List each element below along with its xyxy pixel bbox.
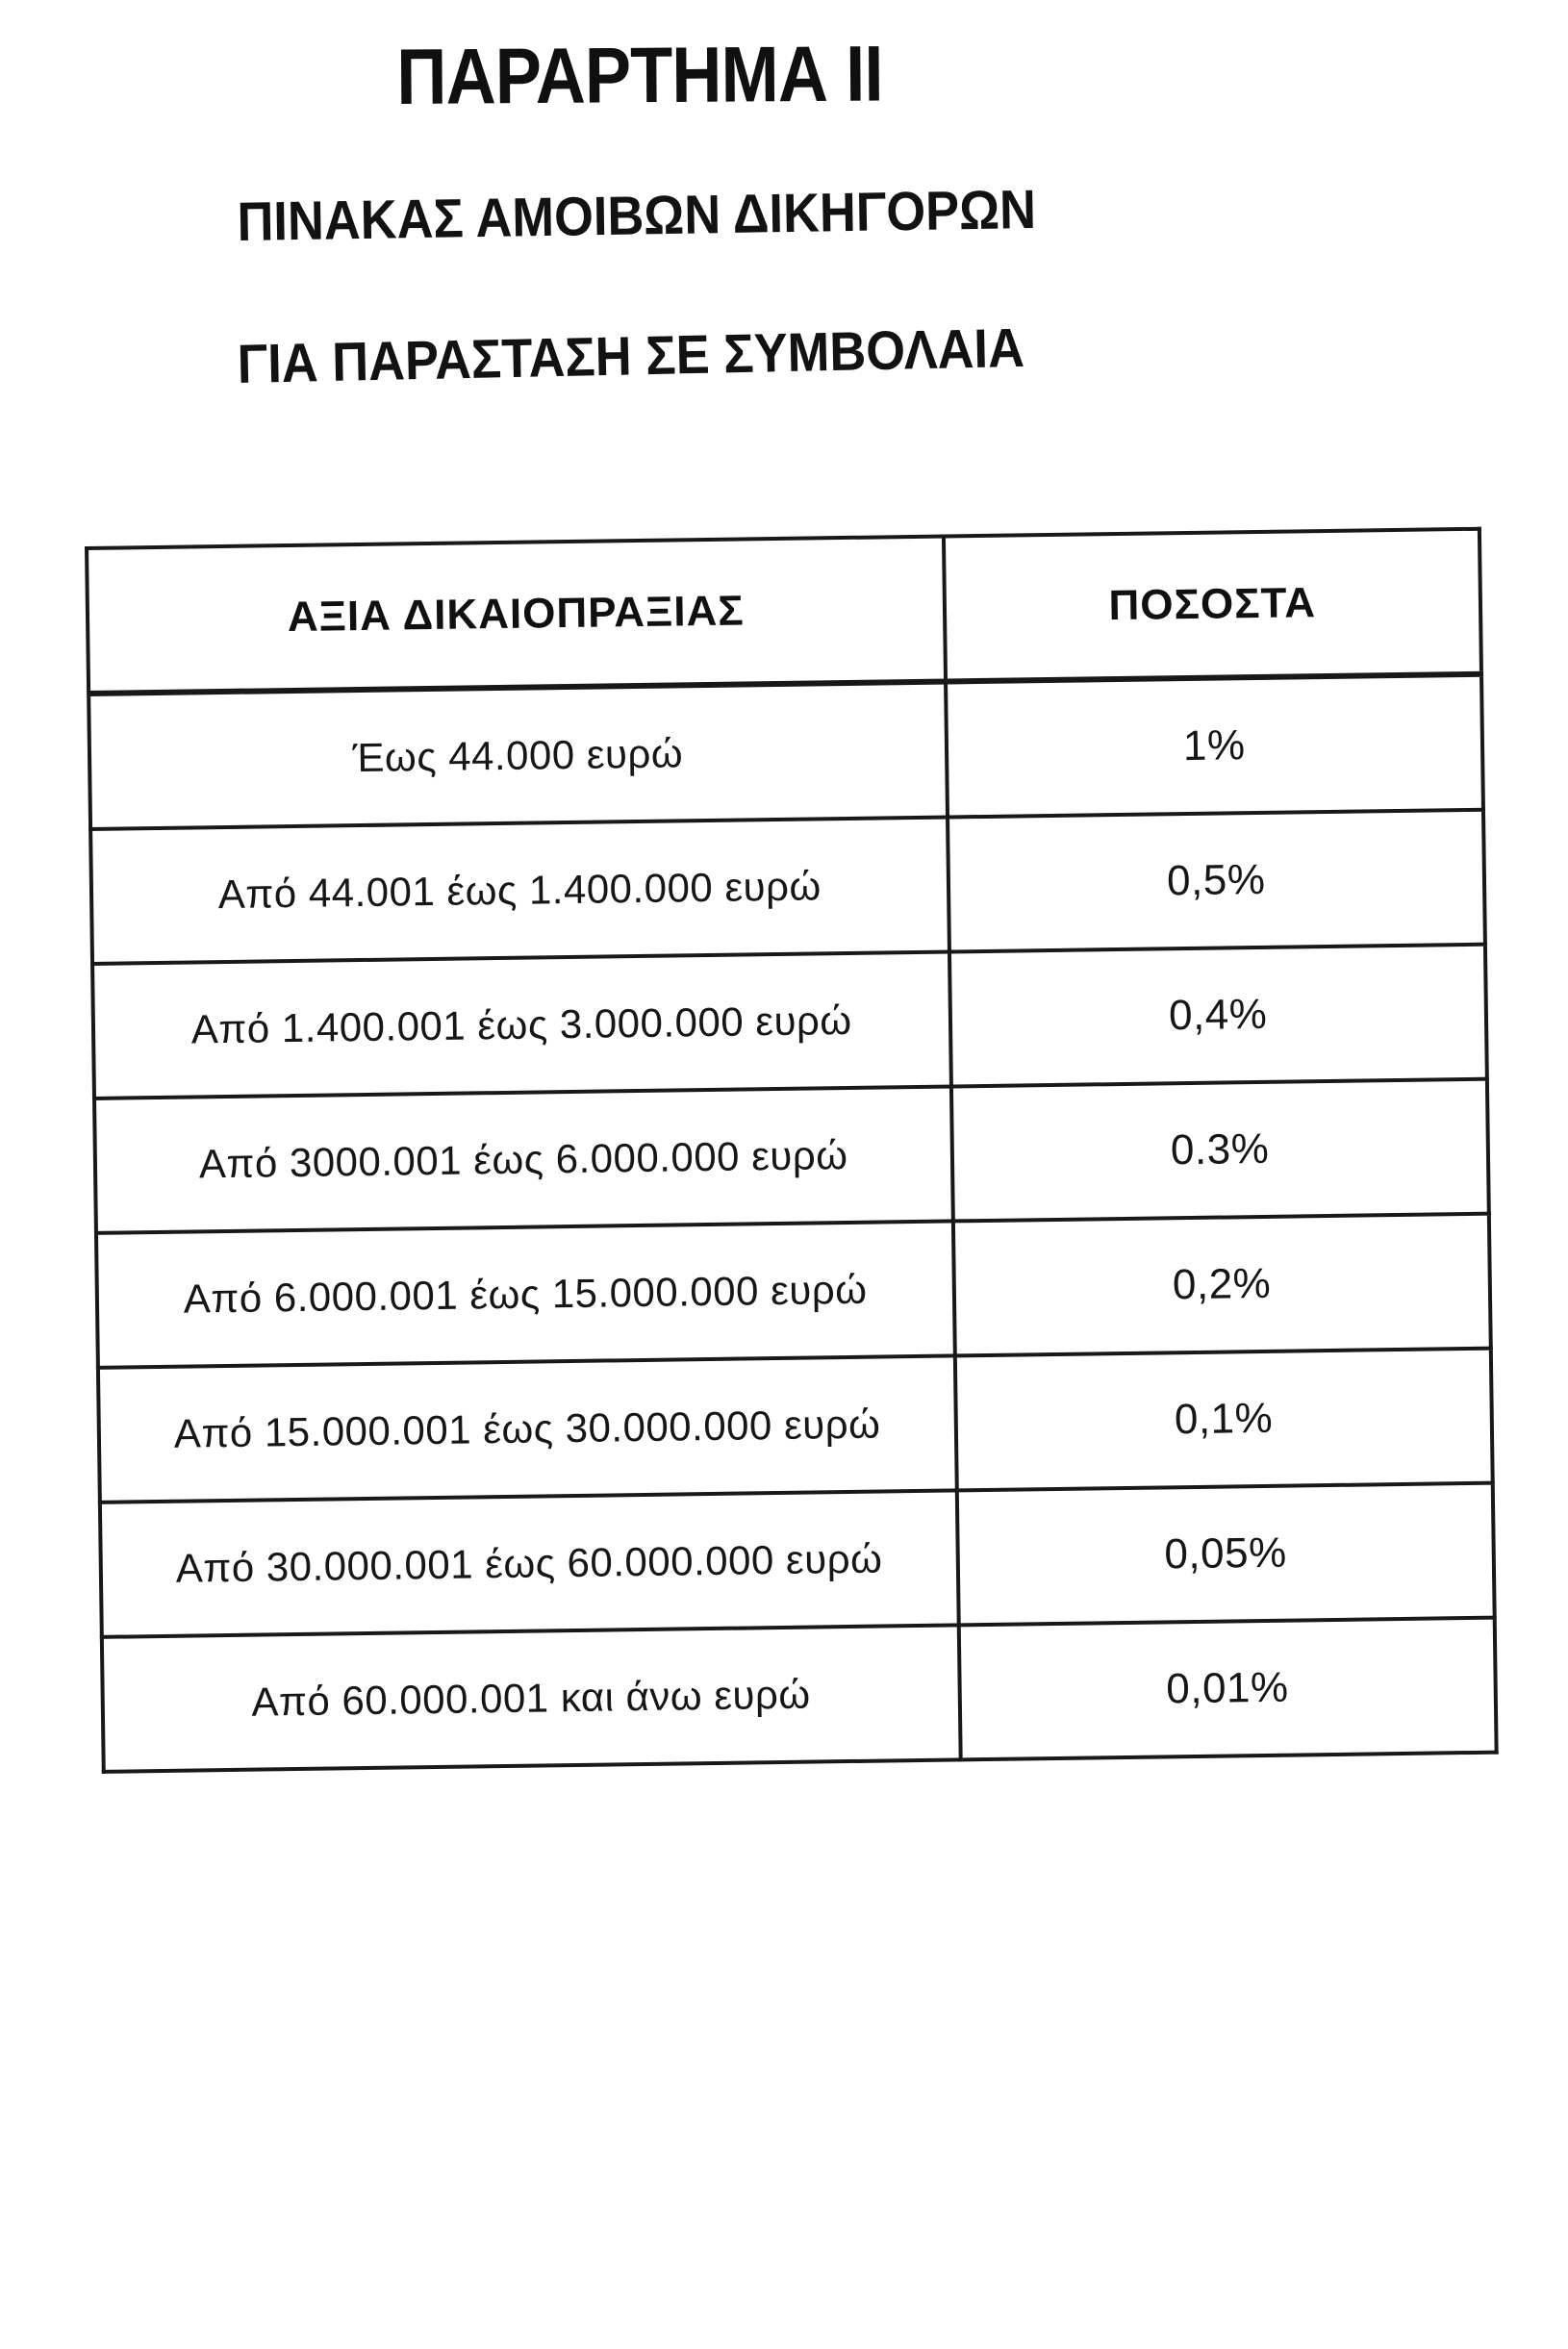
percentage-cell: 0,5% [948,810,1485,952]
transaction-value-cell: Από 44.001 έως 1.400.000 ευρώ [90,818,948,964]
page-subtitle-fees-table: ΠΙΝΑΚΑΣ ΑΜΟΙΒΩΝ ΔΙΚΗΓΟΡΩΝ [237,178,1037,253]
transaction-value-cell: Από 60.000.001 και άνω ευρώ [102,1625,960,1771]
percentage-cell: 0,1% [954,1349,1492,1491]
table-row [100,1483,1495,1637]
page-title: ΠΑΡΑΡΤΗΜΑ II [396,30,883,121]
percentage-cell: 1% [946,674,1483,818]
transaction-value-cell: Από 6.000.001 έως 15.000.000 ευρώ [96,1221,954,1367]
percentage-cell: 0,05% [956,1483,1494,1626]
table-row [94,1079,1489,1233]
transaction-value-cell: Από 1.400.001 έως 3.000.000 ευρώ [92,951,950,1098]
table-row [92,945,1487,1099]
percentage-cell: 0.3% [950,1079,1488,1222]
percentage-cell: 0,2% [952,1214,1490,1356]
column-header-percentages: ΠΟΣΟΣΤΑ [943,529,1481,682]
page-subtitle-contracts: ΓΙΑ ΠΑΡΑΣΤΑΣΗ ΣΕ ΣΥΜΒΟΛΑΙΑ [237,316,1025,395]
transaction-value-cell: Από 15.000.001 έως 30.000.000 ευρώ [98,1355,956,1502]
column-header-transaction-value: ΑΞΙΑ ΔΙΚΑΙΟΠΡΑΞΙΑΣ [87,537,946,694]
percentage-cell: 0,01% [958,1618,1496,1760]
table-row [98,1349,1493,1503]
lawyer-fees-table [85,527,1499,1774]
table-row [96,1214,1491,1368]
transaction-value-cell: Από 3000.001 έως 6.000.000 ευρώ [94,1086,952,1232]
percentage-cell: 0,4% [948,945,1486,1087]
fee-table-container [85,527,1499,1774]
table-row [90,810,1485,964]
transaction-value-cell: Από 30.000.001 έως 60.000.000 ευρώ [100,1490,958,1636]
table-row [102,1618,1497,1772]
transaction-value-cell: Έως 44.000 ευρώ [89,682,947,829]
table-header-row [87,529,1481,694]
table-row [89,674,1483,829]
